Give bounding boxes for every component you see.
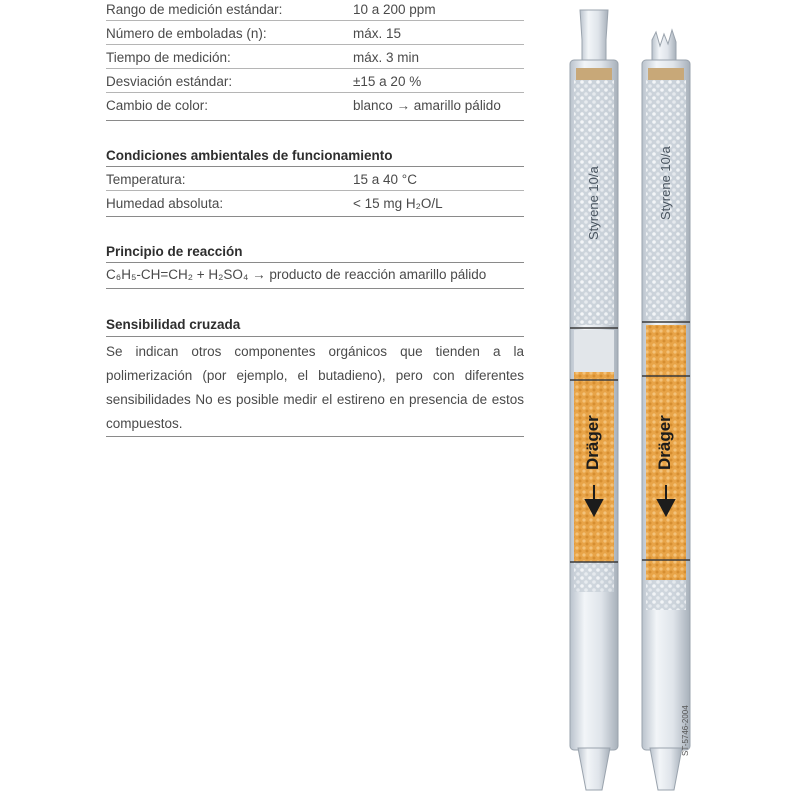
image-credit: ST-5746-2004 [681, 705, 690, 756]
detector-tubes-image [540, 0, 720, 800]
reaction-heading: Principio de reacción [106, 244, 243, 259]
conditions-heading: Condiciones ambientales de funcionamiento [106, 148, 393, 163]
spec-label: Número de emboladas (n): [106, 26, 267, 41]
section-divider [106, 336, 524, 337]
spec-value: 10 a 200 ppm [353, 2, 436, 17]
spec-value: máx. 3 min [353, 50, 420, 65]
reaction-equation: C₆H₅-CH=CH₂ + H₂SO₄ → producto de reacción amarillo pálido [106, 267, 487, 282]
detector-tube-right [642, 30, 690, 790]
divider [106, 44, 524, 45]
section-divider [106, 216, 524, 217]
section-divider [106, 120, 524, 121]
spec-value: máx. 15 [353, 26, 402, 41]
tube-brand: Dräger [655, 415, 674, 470]
condition-value: 15 a 40 °C [353, 172, 417, 187]
spec-label: Desviación estándar: [106, 74, 233, 89]
divider [106, 20, 524, 21]
divider [106, 92, 524, 93]
detector-tube-left [570, 10, 618, 790]
section-divider [106, 262, 524, 263]
cross-sensitivity-text: Se indican otros componentes orgánicos que tienden a la polimerización (por ejemplo, el butadieno), pero con diferentes sensibilidades No es posible medir el estireno en presencia de estos compuestos. [106, 344, 524, 431]
divider [106, 190, 524, 191]
section-divider [106, 166, 524, 167]
divider [106, 68, 524, 69]
spec-value: ±15 a 20 % [353, 74, 422, 89]
tube-label: Styrene 10/a [658, 146, 673, 220]
spec-label: Tiempo de medición: [106, 50, 231, 65]
condition-label: Temperatura: [106, 172, 186, 187]
condition-label: Humedad absoluta: [106, 196, 224, 211]
tube-brand: Dräger [583, 415, 602, 470]
section-divider [106, 288, 524, 289]
spec-value: blanco → amarillo pálido [353, 98, 501, 113]
spec-label: Cambio de color: [106, 98, 209, 113]
spec-label: Rango de medición estándar: [106, 2, 283, 17]
section-divider [106, 436, 524, 437]
tube-label: Styrene 10/a [586, 166, 601, 240]
condition-value: < 15 mg H₂O/L [353, 196, 443, 211]
cross-sensitivity-heading: Sensibilidad cruzada [106, 317, 241, 332]
